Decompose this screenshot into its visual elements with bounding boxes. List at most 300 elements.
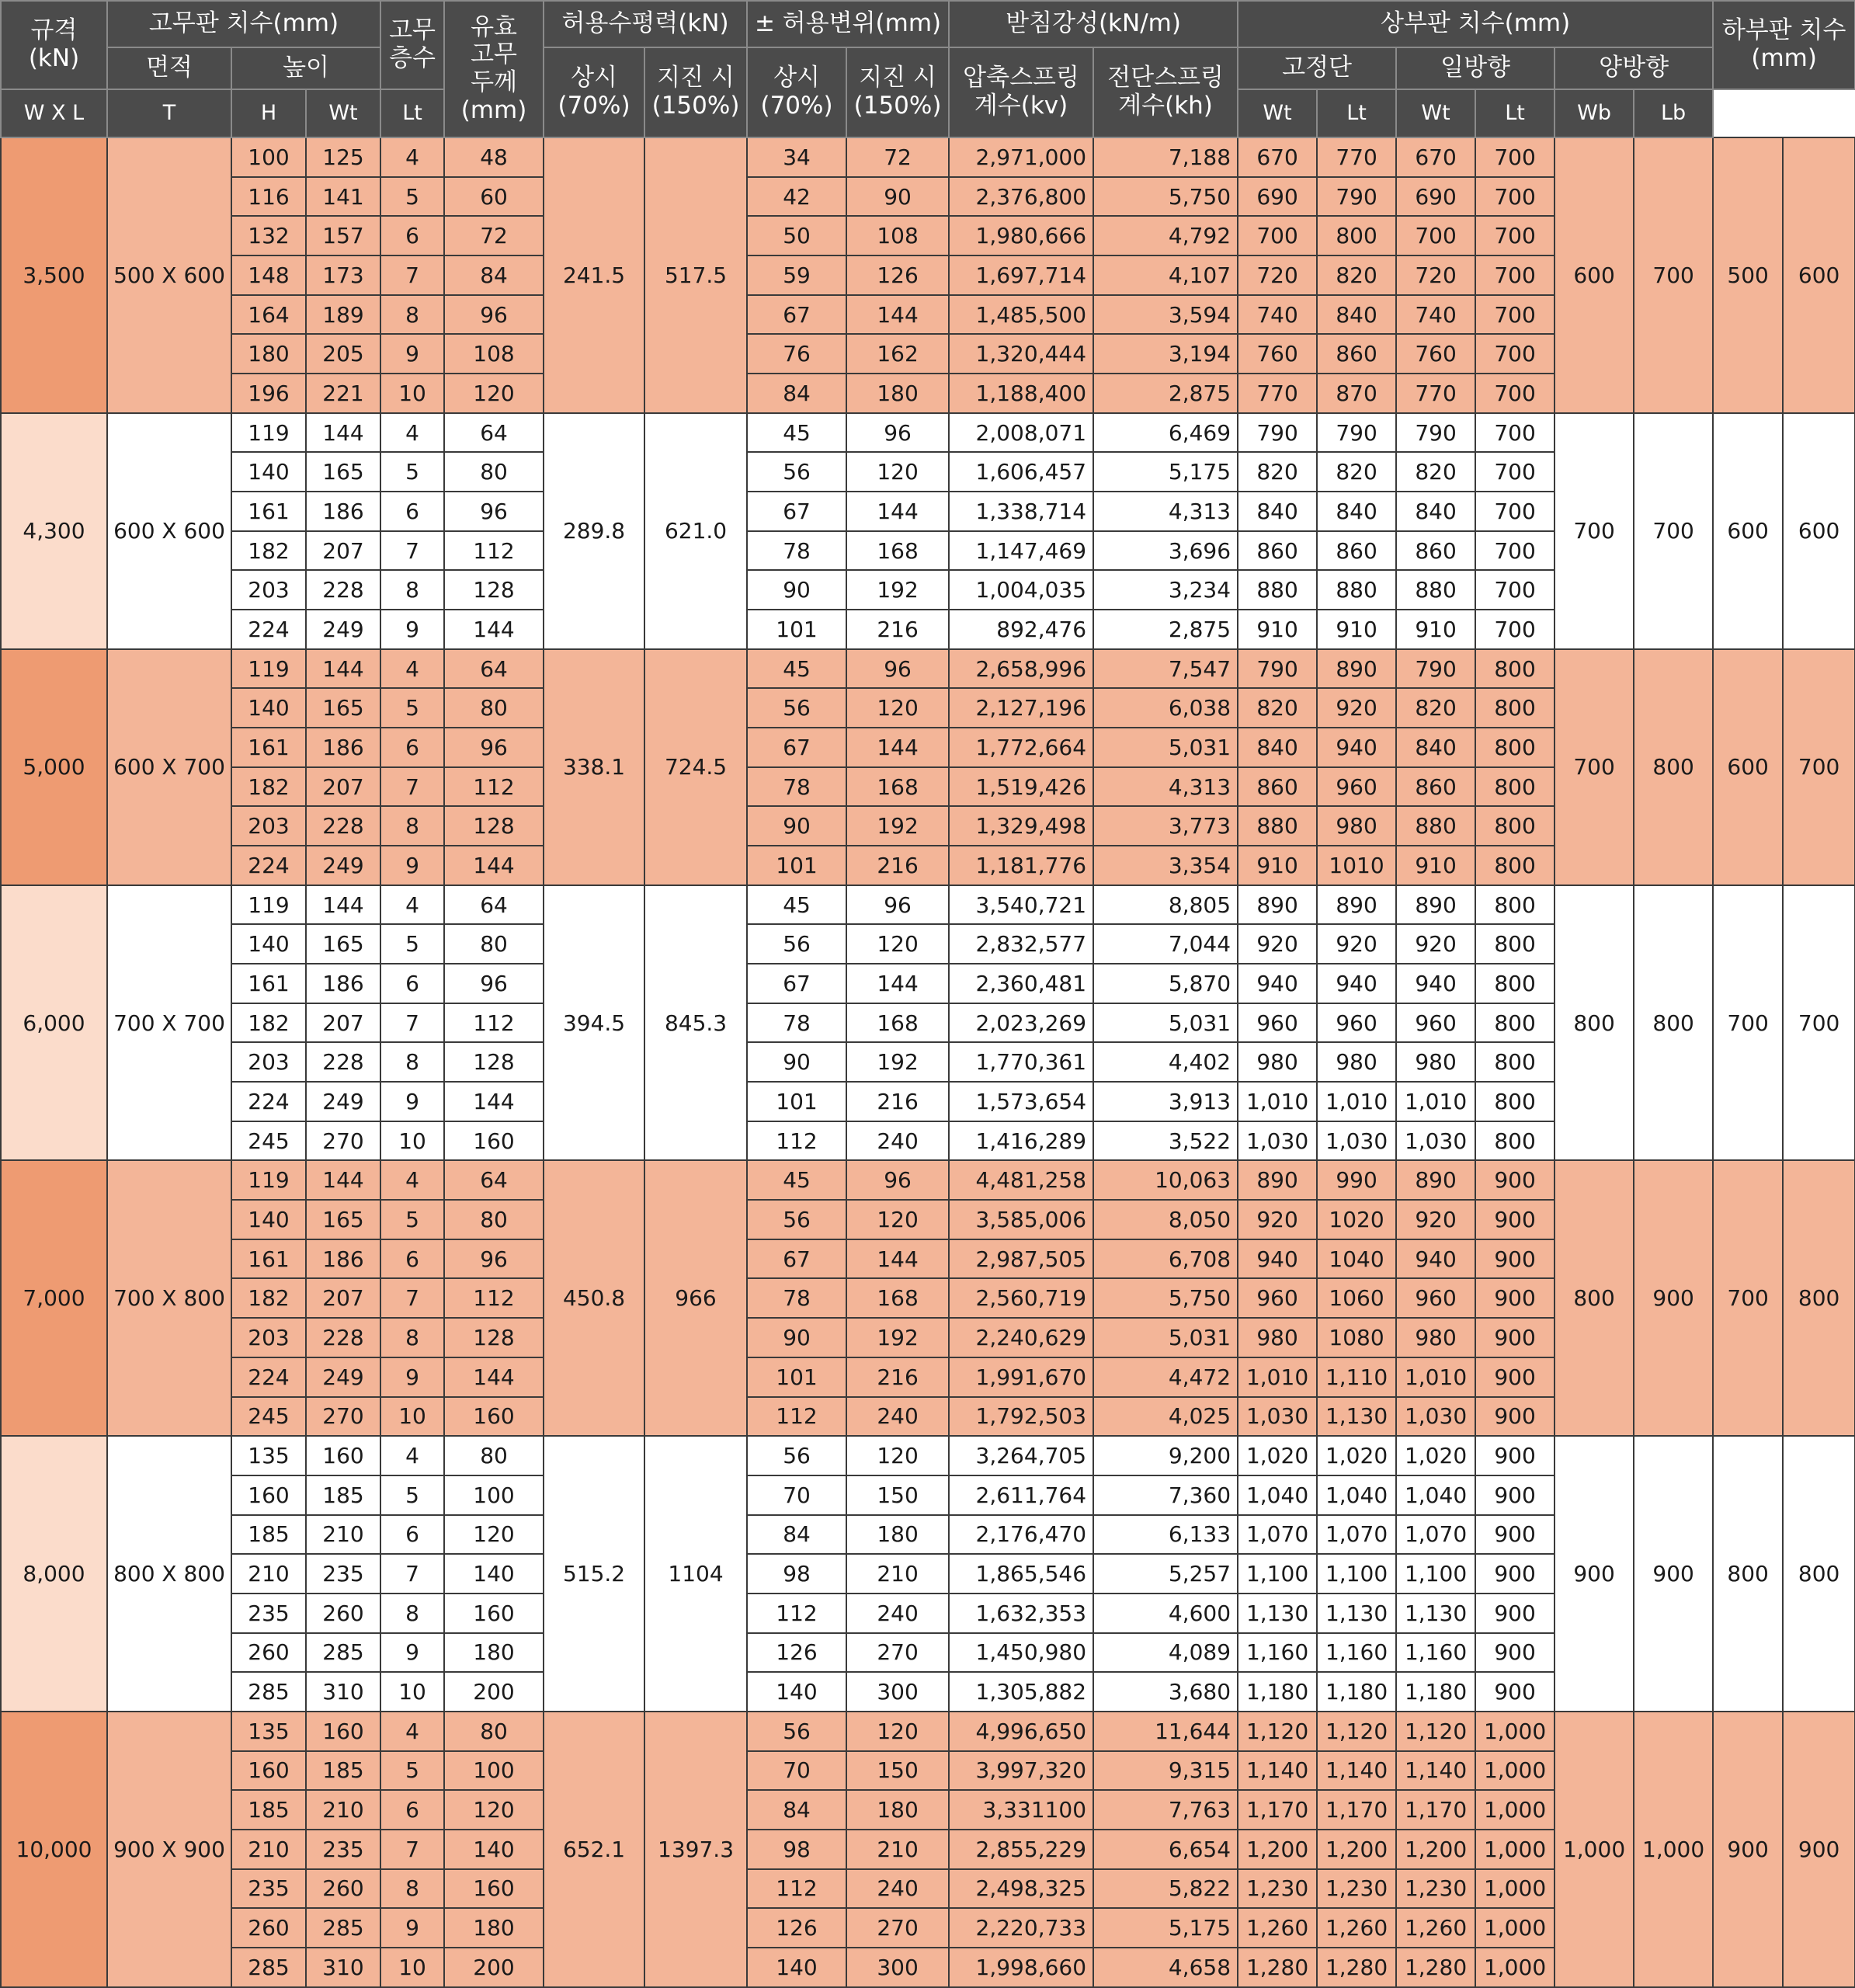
oneway-wt: 980 [1396,1042,1475,1082]
kh-value: 6,654 [1093,1830,1238,1869]
kh-value: 6,133 [1093,1515,1238,1555]
rubber-h: 207 [306,1003,380,1043]
layer-count: 4 [380,885,444,925]
seismic-displacement: 168 [846,531,949,571]
rubber-t: 161 [231,728,306,767]
effective-thickness: 200 [444,1948,544,1987]
rubber-h: 186 [306,1239,380,1279]
header-effective-thickness: 유효 고무 두께 (mm) [444,1,544,137]
oneway-lt: 800 [1475,885,1555,925]
rubber-t: 160 [231,1751,306,1791]
rubber-h: 207 [306,1278,380,1318]
kv-value: 1,004,035 [949,570,1093,610]
effective-thickness: 96 [444,295,544,335]
effective-thickness: 160 [444,1121,544,1161]
rubber-h: 186 [306,964,380,1003]
spec-value: 8,000 [1,1436,107,1712]
oneway-wt: 1,100 [1396,1554,1475,1594]
kh-value: 7,360 [1093,1475,1238,1515]
fixed-lt: 880 [1317,570,1396,610]
rubber-h: 125 [306,137,380,177]
rubber-t: 119 [231,413,306,453]
oneway-lt: 700 [1475,255,1555,295]
fixed-wt: 770 [1238,374,1317,413]
oneway-wt: 960 [1396,1278,1475,1318]
fixed-wt: 700 [1238,216,1317,255]
effective-thickness: 120 [444,1790,544,1830]
oneway-wt: 910 [1396,846,1475,885]
header-oneway-wt: Wt [1238,89,1317,137]
fixed-wt: 1,030 [1238,1397,1317,1437]
rubber-t: 260 [231,1633,306,1673]
oneway-wt: 690 [1396,177,1475,217]
effective-thickness: 96 [444,492,544,531]
kh-value: 4,107 [1093,255,1238,295]
twoway-wt: 800 [1555,885,1634,1161]
area-value: 600 X 600 [107,413,231,649]
table-row [1,1160,1855,1200]
rubber-h: 228 [306,570,380,610]
oneway-lt: 1,000 [1475,1948,1555,1987]
normal-displacement: 67 [747,295,846,335]
spec-value: 3,500 [1,137,107,413]
oneway-lt: 900 [1475,1357,1555,1397]
layer-count: 4 [380,649,444,689]
twoway-wt: 800 [1555,1160,1634,1436]
rubber-h: 173 [306,255,380,295]
oneway-lt: 700 [1475,374,1555,413]
seismic-displacement: 216 [846,846,949,885]
kh-value: 2,875 [1093,374,1238,413]
normal-displacement: 42 [747,177,846,217]
fixed-lt: 980 [1317,1042,1396,1082]
effective-thickness: 80 [444,1200,544,1239]
kv-value: 1,305,882 [949,1672,1093,1712]
oneway-wt: 1,030 [1396,1121,1475,1161]
oneway-wt: 1,260 [1396,1908,1475,1948]
kv-value: 2,658,996 [949,649,1093,689]
effective-thickness: 84 [444,255,544,295]
normal-displacement: 90 [747,1318,846,1357]
seismic-displacement: 108 [846,216,949,255]
layer-count: 7 [380,1003,444,1043]
table-body [1,137,1855,1987]
fixed-lt: 1,230 [1317,1869,1396,1909]
rubber-h: 270 [306,1121,380,1161]
fixed-lt: 1040 [1317,1239,1396,1279]
normal-displacement: 45 [747,1160,846,1200]
normal-displacement: 56 [747,1200,846,1239]
oneway-wt: 670 [1396,137,1475,177]
rubber-h: 260 [306,1594,380,1633]
fixed-wt: 980 [1238,1318,1317,1357]
layer-count: 10 [380,1948,444,1987]
fixed-wt: 860 [1238,531,1317,571]
rubber-h: 160 [306,1712,380,1751]
oneway-wt: 880 [1396,806,1475,846]
fixed-lt: 1,140 [1317,1751,1396,1791]
layer-count: 5 [380,452,444,492]
kh-value: 5,031 [1093,728,1238,767]
fixed-lt: 1,020 [1317,1436,1396,1475]
oneway-lt: 800 [1475,688,1555,728]
twoway-lt: 900 [1634,1436,1713,1712]
header-wb: Wb [1555,89,1634,137]
kh-value: 4,089 [1093,1633,1238,1673]
kv-value: 3,264,705 [949,1436,1093,1475]
kh-value: 5,175 [1093,452,1238,492]
seismic-displacement: 144 [846,492,949,531]
oneway-lt: 900 [1475,1515,1555,1555]
rubber-t: 140 [231,924,306,964]
rubber-h: 285 [306,1633,380,1673]
oneway-wt: 1,070 [1396,1515,1475,1555]
rubber-t: 245 [231,1397,306,1437]
header-fixed-lt: Lt [380,89,444,137]
oneway-wt: 740 [1396,295,1475,335]
kh-value: 9,200 [1093,1436,1238,1475]
seismic-displacement: 192 [846,1042,949,1082]
oneway-lt: 1,000 [1475,1712,1555,1751]
lower-lb: 700 [1783,885,1855,1161]
layer-count: 5 [380,1475,444,1515]
effective-thickness: 80 [444,1436,544,1475]
layer-count: 6 [380,964,444,1003]
kv-value: 1,485,500 [949,295,1093,335]
rubber-h: 221 [306,374,380,413]
header-two-way: 양방향 [1555,47,1713,89]
fixed-wt: 1,140 [1238,1751,1317,1791]
oneway-wt: 1,030 [1396,1397,1475,1437]
kv-value: 1,980,666 [949,216,1093,255]
layer-count: 8 [380,806,444,846]
layer-count: 10 [380,374,444,413]
fixed-lt: 910 [1317,610,1396,649]
rubber-h: 157 [306,216,380,255]
kv-value: 2,560,719 [949,1278,1093,1318]
normal-displacement: 112 [747,1594,846,1633]
seismic-displacement: 216 [846,610,949,649]
kv-value: 1,998,660 [949,1948,1093,1987]
normal-displacement: 98 [747,1554,846,1594]
kv-value: 1,991,670 [949,1357,1093,1397]
twoway-lt: 800 [1634,885,1713,1161]
oneway-lt: 900 [1475,1160,1555,1200]
fixed-wt: 1,040 [1238,1475,1317,1515]
kv-value: 1,606,457 [949,452,1093,492]
fixed-wt: 920 [1238,924,1317,964]
normal-displacement: 70 [747,1475,846,1515]
normal-displacement: 67 [747,1239,846,1279]
effective-thickness: 180 [444,1633,544,1673]
rubber-t: 203 [231,1318,306,1357]
normal-displacement: 67 [747,492,846,531]
oneway-wt: 700 [1396,216,1475,255]
fixed-lt: 960 [1317,1003,1396,1043]
kh-value: 7,044 [1093,924,1238,964]
rubber-h: 207 [306,531,380,571]
layer-count: 6 [380,216,444,255]
seismic-displacement: 216 [846,1357,949,1397]
fixed-lt: 770 [1317,137,1396,177]
fixed-lt: 1,160 [1317,1633,1396,1673]
oneway-wt: 1,280 [1396,1948,1475,1987]
fixed-wt: 920 [1238,1200,1317,1239]
oneway-wt: 890 [1396,885,1475,925]
rubber-h: 165 [306,924,380,964]
layer-count: 8 [380,570,444,610]
lower-lb: 900 [1783,1712,1855,1987]
layer-count: 8 [380,1042,444,1082]
kh-value: 5,257 [1093,1554,1238,1594]
effective-thickness: 96 [444,728,544,767]
oneway-lt: 900 [1475,1239,1555,1279]
oneway-lt: 1,000 [1475,1790,1555,1830]
fixed-wt: 1,120 [1238,1712,1317,1751]
oneway-lt: 800 [1475,846,1555,885]
fixed-lt: 790 [1317,177,1396,217]
fixed-lt: 820 [1317,452,1396,492]
layer-count: 4 [380,137,444,177]
rubber-t: 161 [231,492,306,531]
effective-thickness: 144 [444,1082,544,1121]
fixed-wt: 1,180 [1238,1672,1317,1712]
allowable-normal-force: 652.1 [544,1712,644,1987]
normal-displacement: 140 [747,1948,846,1987]
layer-count: 9 [380,846,444,885]
fixed-wt: 1,130 [1238,1594,1317,1633]
normal-displacement: 56 [747,452,846,492]
header-rubber-dims: 고무판 치수(mm) [107,1,380,47]
kv-value: 1,632,353 [949,1594,1093,1633]
normal-displacement: 67 [747,964,846,1003]
oneway-wt: 1,130 [1396,1594,1475,1633]
header-bearing-stiffness: 받침강성(kN/m) [949,1,1238,47]
header-lb: Lb [1634,89,1713,137]
layer-count: 9 [380,1082,444,1121]
seismic-displacement: 192 [846,570,949,610]
rubber-t: 203 [231,1042,306,1082]
rubber-t: 235 [231,1594,306,1633]
layer-count: 5 [380,1200,444,1239]
twoway-lt: 700 [1634,413,1713,649]
fixed-wt: 1,020 [1238,1436,1317,1475]
oneway-wt: 760 [1396,334,1475,374]
fixed-lt: 1,130 [1317,1397,1396,1437]
fixed-lt: 1020 [1317,1200,1396,1239]
rubber-h: 249 [306,1082,380,1121]
oneway-wt: 1,020 [1396,1436,1475,1475]
rubber-h: 249 [306,1357,380,1397]
oneway-lt: 900 [1475,1475,1555,1515]
twoway-wt: 600 [1555,137,1634,413]
seismic-displacement: 240 [846,1121,949,1161]
rubber-t: 185 [231,1790,306,1830]
seismic-displacement: 240 [846,1869,949,1909]
seismic-displacement: 72 [846,137,949,177]
rubber-h: 310 [306,1672,380,1712]
oneway-lt: 700 [1475,177,1555,217]
oneway-wt: 980 [1396,1318,1475,1357]
oneway-wt: 920 [1396,924,1475,964]
kv-value: 1,865,546 [949,1554,1093,1594]
rubber-h: 165 [306,1200,380,1239]
fixed-lt: 890 [1317,649,1396,689]
kv-value: 1,792,503 [949,1397,1093,1437]
twoway-lt: 800 [1634,649,1713,885]
effective-thickness: 128 [444,1042,544,1082]
area-value: 500 X 600 [107,137,231,413]
rubber-h: 249 [306,610,380,649]
header-kh: 전단스프링 계수(kh) [1093,47,1238,137]
spec-value: 7,000 [1,1160,107,1436]
fixed-wt: 1,070 [1238,1515,1317,1555]
seismic-displacement: 120 [846,1200,949,1239]
kh-value: 7,547 [1093,649,1238,689]
rubber-t: 140 [231,1200,306,1239]
kh-value: 4,472 [1093,1357,1238,1397]
fixed-wt: 880 [1238,570,1317,610]
oneway-lt: 800 [1475,964,1555,1003]
normal-displacement: 98 [747,1830,846,1869]
seismic-displacement: 270 [846,1633,949,1673]
effective-thickness: 120 [444,374,544,413]
lower-lb: 600 [1783,137,1855,413]
fixed-lt: 980 [1317,806,1396,846]
allowable-normal-force: 289.8 [544,413,644,649]
rubber-t: 285 [231,1672,306,1712]
kh-value: 6,708 [1093,1239,1238,1279]
normal-displacement: 101 [747,1082,846,1121]
rubber-t: 203 [231,806,306,846]
fixed-wt: 1,170 [1238,1790,1317,1830]
rubber-t: 245 [231,1121,306,1161]
oneway-lt: 900 [1475,1318,1555,1357]
kv-value: 1,772,664 [949,728,1093,767]
normal-displacement: 45 [747,649,846,689]
kh-value: 3,680 [1093,1672,1238,1712]
header-t: T [107,89,231,137]
header-allowable-horizontal: 허용수평력(kN) [544,1,747,47]
layer-count: 6 [380,492,444,531]
kh-value: 4,792 [1093,216,1238,255]
fixed-wt: 1,160 [1238,1633,1317,1673]
fixed-lt: 920 [1317,688,1396,728]
normal-displacement: 56 [747,924,846,964]
fixed-lt: 840 [1317,295,1396,335]
fixed-wt: 1,230 [1238,1869,1317,1909]
kh-value: 3,696 [1093,531,1238,571]
fixed-wt: 670 [1238,137,1317,177]
normal-displacement: 84 [747,1515,846,1555]
kv-value: 1,147,469 [949,531,1093,571]
oneway-wt: 940 [1396,964,1475,1003]
fixed-wt: 890 [1238,1160,1317,1200]
seismic-displacement: 144 [846,295,949,335]
oneway-lt: 800 [1475,924,1555,964]
layer-count: 9 [380,1633,444,1673]
fixed-wt: 860 [1238,767,1317,807]
seismic-displacement: 120 [846,1712,949,1751]
rubber-t: 185 [231,1515,306,1555]
allowable-normal-force: 394.5 [544,885,644,1161]
fixed-wt: 1,200 [1238,1830,1317,1869]
normal-displacement: 34 [747,137,846,177]
seismic-displacement: 90 [846,177,949,217]
fixed-wt: 760 [1238,334,1317,374]
lower-lb: 700 [1783,649,1855,885]
kh-value: 3,234 [1093,570,1238,610]
spec-value: 5,000 [1,649,107,885]
fixed-lt: 1060 [1317,1278,1396,1318]
fixed-wt: 790 [1238,413,1317,453]
oneway-lt: 700 [1475,531,1555,571]
kv-value: 2,832,577 [949,924,1093,964]
fixed-wt: 910 [1238,610,1317,649]
fixed-lt: 1,170 [1317,1790,1396,1830]
normal-displacement: 90 [747,806,846,846]
layer-count: 7 [380,1830,444,1869]
kv-value: 2,023,269 [949,1003,1093,1043]
fixed-lt: 990 [1317,1160,1396,1200]
rubber-t: 119 [231,885,306,925]
lower-wb: 700 [1713,1160,1783,1436]
layer-count: 7 [380,1554,444,1594]
fixed-wt: 980 [1238,1042,1317,1082]
normal-displacement: 84 [747,374,846,413]
effective-thickness: 80 [444,1712,544,1751]
spec-value: 4,300 [1,413,107,649]
kv-value: 3,997,320 [949,1751,1093,1791]
effective-thickness: 160 [444,1594,544,1633]
kh-value: 10,063 [1093,1160,1238,1200]
kv-value: 3,331100 [949,1790,1093,1830]
oneway-wt: 960 [1396,1003,1475,1043]
header-one-way: 일방향 [1396,47,1555,89]
rubber-h: 186 [306,728,380,767]
seismic-displacement: 96 [846,649,949,689]
oneway-wt: 840 [1396,728,1475,767]
effective-thickness: 160 [444,1869,544,1909]
rubber-t: 196 [231,374,306,413]
table-header [1,1,1855,137]
effective-thickness: 72 [444,216,544,255]
normal-displacement: 78 [747,531,846,571]
normal-displacement: 84 [747,1790,846,1830]
normal-displacement: 112 [747,1397,846,1437]
rubber-t: 210 [231,1830,306,1869]
layer-count: 9 [380,610,444,649]
oneway-lt: 700 [1475,137,1555,177]
fixed-wt: 960 [1238,1003,1317,1043]
seismic-displacement: 120 [846,688,949,728]
fixed-wt: 910 [1238,846,1317,885]
fixed-wt: 1,100 [1238,1554,1317,1594]
oneway-wt: 1,170 [1396,1790,1475,1830]
seismic-displacement: 168 [846,1003,949,1043]
normal-displacement: 50 [747,216,846,255]
oneway-lt: 700 [1475,334,1555,374]
rubber-t: 224 [231,610,306,649]
kh-value: 4,658 [1093,1948,1238,1987]
normal-displacement: 126 [747,1633,846,1673]
effective-thickness: 64 [444,649,544,689]
normal-displacement: 126 [747,1908,846,1948]
rubber-t: 182 [231,531,306,571]
kh-value: 8,805 [1093,885,1238,925]
effective-thickness: 64 [444,885,544,925]
oneway-wt: 860 [1396,767,1475,807]
